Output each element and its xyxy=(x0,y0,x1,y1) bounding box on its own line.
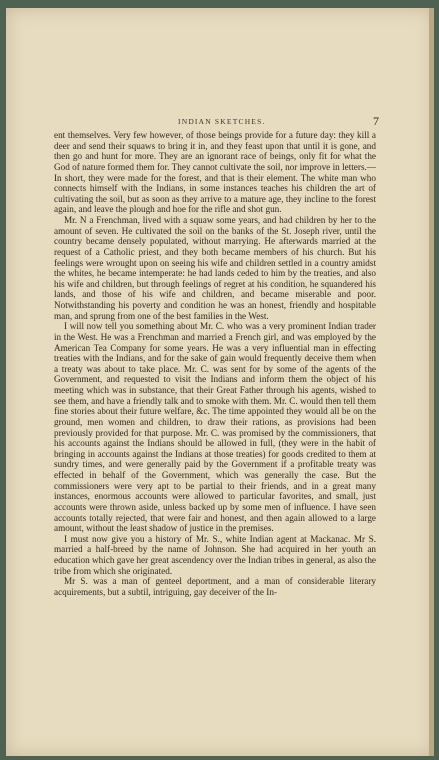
paragraph: Mr S. was a man of genteel deportment, and a man of considerable literary acquirements, but a subtil, intriguing, gay deceiver of the In- xyxy=(54,576,376,597)
paragraph: ent themselves. Very few however, of those beings provide for a future day: they kill a deer and send their squaws to bring it in, and they feast upon that until it is gone, and then go and hunt for more. They are an ignorant race of beings, only fit for what the God of nature formed them for. They cannot cultivate the soil, nor improve in letters.— In short, they were made for the forest, and that is their element. The white man who connects himself with the Indians, in some instances teaches his children the art of cultivating the soil, but as soon as they arrive to a mature age, they incline to the forest again, and leave the plough and hoe for the rifle and shot gun. xyxy=(54,130,376,215)
paragraph: I must now give you a history of Mr. S., white Indian agent at Mackanac. Mr S. married a half-breed by the name of Johnson. She had acquired in her youth an education which gave her great ascendency over the Indian tribes in general, as also the tribe from which she originated. xyxy=(54,533,376,576)
paragraph: Mr. N a Frenchman, lived with a squaw some years, and had children by her to the amount of seven. He cultivated the soil on the banks of the St. Joseph river, until the country became densely populated, without marrying. He afterwards married at the request of a Catholic priest, and they both became members of his church. But his feelings were wrought upon on seeing his wife and children settled in a country amidst the whites, he became intemperate: he had lands ceded to him by the treaties, and also his wife and children, but through feelings of regret at his condition, he squandered his lands, and those of his wife and children, and became miserable and poor. Notwithstanding his poverty and condition he was an honest, friendly and hospitable man, and sprung from one of the best families in the West. xyxy=(54,215,376,321)
page-number: 7 xyxy=(373,114,379,128)
running-title: INDIAN SKETCHES. xyxy=(178,117,266,126)
body-text xyxy=(54,130,376,598)
paragraph: I will now tell you something about Mr. C. who was a very prominent Indian trader in the West. He was a Frenchman and married a French girl, and was employed by the American Tea Company for some years. He was a very influential man in effecting treaties with the Indians, and for the sake of gain would frequently deceive them when a treaty was about to take place. Mr. C. was sent for by some of the agents of the Government, and requested to visit the Indians and inform them the object of his meeting which was in substance, that their Great Father through his agents, wished to see them, and have a friendly talk and to smoke with them. Mr. C. would then tell them fine stories about their future welfare, &c. The time appointed they would all be on the ground, men women and children, to draw their rations, as provisions had been previously provided for that purpose. Mr. C. was promised by the commissioners, that his accounts against the Indians should be allowed in full, (they were in the habit of bringing in accounts against the Indians at those treaties) for goods credited to them at sundry times, and were generally paid by the Government if a profitable treaty was effected in behalf of the Government, which was generally the case. But the commissioners were very apt to be partial to their friends, and in a great many instances, enormous accounts were allowed to particular favorites, and small, just accounts were thrown aside, unless backed up by some men of influence. I have seen accounts totally rejected, that were fair and honest, and then again allowed to a large amount, without the least shadow of justice in the premises. xyxy=(54,321,376,534)
book-page xyxy=(6,8,434,756)
page-header xyxy=(6,114,434,131)
